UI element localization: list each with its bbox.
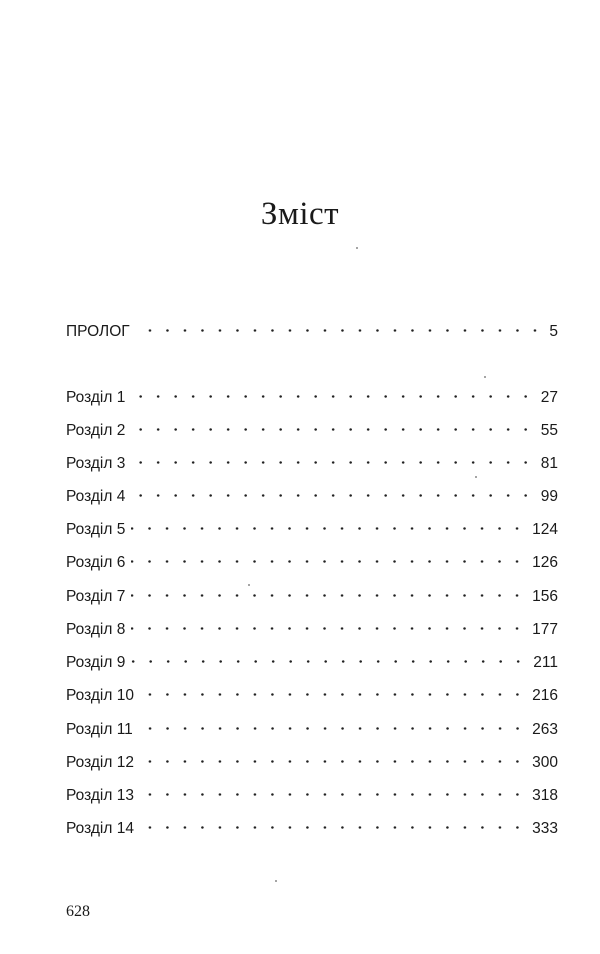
toc-entry-page: 81 (540, 455, 558, 472)
print-speck (475, 476, 477, 478)
dot-leader (140, 778, 526, 800)
toc-entry-chapter-14[interactable] (66, 811, 558, 837)
dot-leader (136, 314, 544, 336)
toc-entry-label: Розділ 11 (66, 721, 133, 738)
toc-entry-prologue[interactable] (66, 314, 558, 340)
toc-entry-page: 216 (532, 687, 558, 704)
toc-entry-chapter-13[interactable] (66, 778, 558, 804)
dot-leader (140, 745, 526, 767)
toc-entry-page: 211 (533, 654, 558, 671)
print-speck (484, 376, 486, 378)
toc-entry-chapter-5[interactable] (66, 512, 558, 538)
toc-entry-chapter-2[interactable] (66, 413, 558, 439)
toc-entry-label: Розділ 14 (66, 820, 134, 837)
toc-entry-label: Розділ 1 (66, 389, 126, 406)
dot-leader (131, 545, 526, 567)
toc-entry-chapter-12[interactable] (66, 745, 558, 771)
dot-leader (131, 446, 534, 468)
toc-entry-label: Розділ 8 (66, 621, 126, 638)
toc-entry-page: 263 (532, 721, 558, 738)
toc-entry-chapter-8[interactable] (66, 612, 558, 638)
page-number: 628 (66, 903, 90, 920)
dot-leader (131, 380, 534, 402)
toc-entry-chapter-4[interactable] (66, 479, 558, 505)
toc-entry-label: Розділ 2 (66, 422, 126, 439)
toc-entry-chapter-7[interactable] (66, 579, 558, 605)
toc-entry-chapter-10[interactable] (66, 678, 558, 704)
print-speck (275, 880, 277, 882)
toc-entry-page: 300 (532, 754, 558, 771)
toc-entry-label: Розділ 10 (66, 687, 134, 704)
toc-entry-page: 99 (540, 488, 558, 505)
toc-entry-label: Розділ 7 (66, 588, 126, 605)
dot-leader (131, 645, 527, 667)
toc-entry-chapter-9[interactable] (66, 645, 558, 671)
dot-leader (131, 579, 526, 601)
toc-entry-page: 27 (540, 389, 558, 406)
dot-leader (139, 712, 526, 734)
dot-leader (131, 612, 526, 634)
dot-leader (131, 512, 526, 534)
toc-entry-page: 318 (532, 787, 558, 804)
dot-leader (140, 678, 526, 700)
toc-entry-page: 126 (532, 554, 558, 571)
toc-entry-label: Розділ 3 (66, 455, 126, 472)
dot-leader (131, 413, 534, 435)
page-title: Зміст (260, 196, 340, 232)
toc-entry-label: ПРОЛОГ (66, 323, 130, 340)
toc-entry-label: Розділ 5 (66, 521, 126, 538)
dot-leader (140, 811, 526, 833)
toc-entry-label: Розділ 13 (66, 787, 134, 804)
toc-entry-page: 177 (532, 621, 558, 638)
toc-entry-label: Розділ 9 (66, 654, 126, 671)
toc-entry-label: Розділ 12 (66, 754, 134, 771)
toc-entry-chapter-6[interactable] (66, 545, 558, 571)
toc-entry-page: 156 (532, 588, 558, 605)
toc-entry-page: 5 (549, 323, 558, 340)
toc-entry-chapter-3[interactable] (66, 446, 558, 472)
print-speck (356, 247, 358, 249)
toc-entry-label: Розділ 6 (66, 554, 126, 571)
toc-entry-chapter-1[interactable] (66, 380, 558, 406)
toc-entry-chapter-11[interactable] (66, 712, 558, 738)
toc-entry-page: 333 (532, 820, 558, 837)
toc-entry-page: 124 (532, 521, 558, 538)
dot-leader (131, 479, 534, 501)
toc-entry-label: Розділ 4 (66, 488, 126, 505)
toc-entry-page: 55 (540, 422, 558, 439)
print-speck (248, 584, 250, 586)
